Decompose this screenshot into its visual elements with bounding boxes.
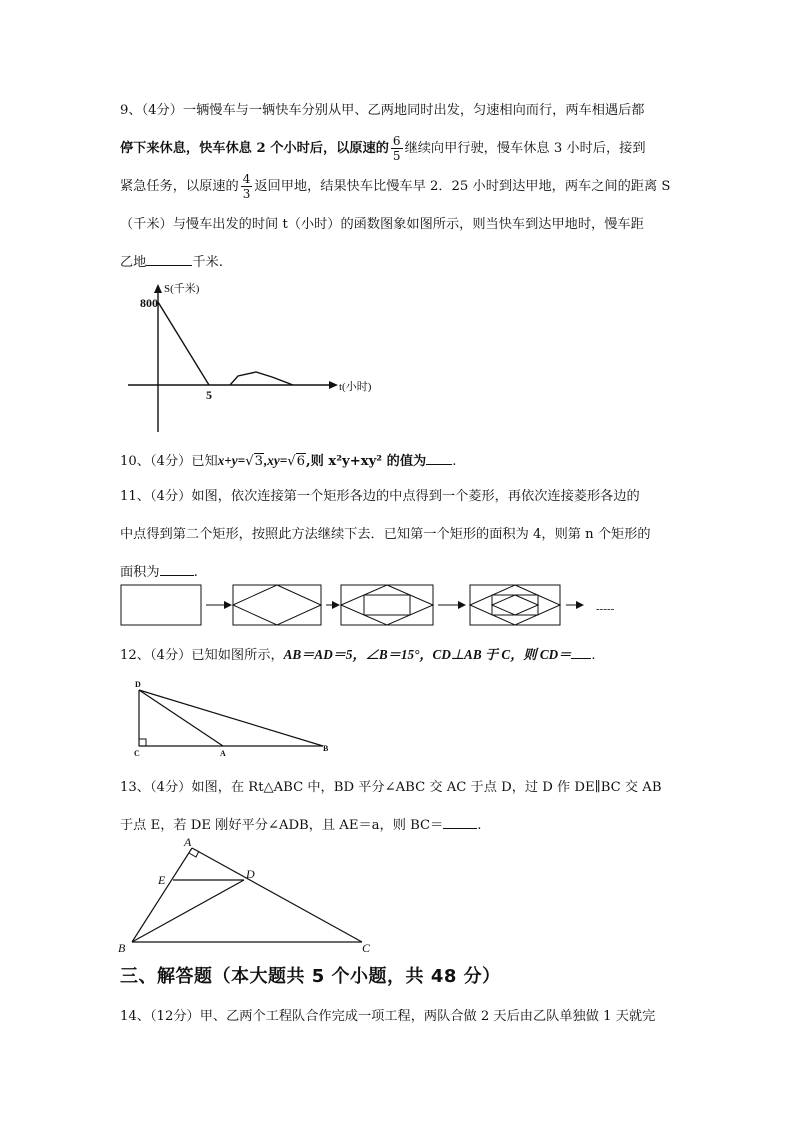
sqrt-6: √6 [287, 454, 306, 469]
ellipsis-dashes: ----- [596, 603, 615, 615]
label-B: B [118, 941, 126, 954]
sqrt-3: √3 [245, 454, 263, 469]
q12-triangle-figure [120, 678, 340, 760]
label-C: C [134, 749, 140, 758]
answer-blank [571, 646, 591, 659]
fraction-6-5: $\frac{6}{5}$ [392, 134, 401, 163]
answer-blank [146, 253, 192, 266]
q9-line-3: 紧急任务，以原速的 $\frac{4}{3}$ 返回甲地，结果快车比慢车早 2．25 小时到达甲地，两车之间的距离 S [120, 172, 671, 201]
y-tick-800: 800 [140, 296, 158, 310]
q9-line-4: （千米）与慢车出发的时间 t（小时）的函数图象如图所示，则当快车到达甲地时，慢车距 [120, 217, 644, 232]
label-B: B [323, 744, 329, 753]
q11-line-3: 面积为 . [120, 565, 198, 580]
q13-right-triangle-figure [112, 834, 382, 954]
y-axis-label: S(千米) [164, 283, 200, 295]
question-11 [120, 478, 676, 592]
q11-rectangle-sequence-figure [118, 582, 638, 630]
label-D: D [135, 680, 141, 689]
q9-line-2: 停下来休息，快车休息 2 个小时后，以原速的 $\frac{6}{5}$ 继续向甲行驶，慢车休息 3 小时后，接到 [120, 134, 646, 163]
q13-line-1: 13、（4分）如图，在 Rt△ABC 中，BD 平分∠ABC 交 AC 于点 D，过 D 作 DE∥BC 交 AB [120, 780, 662, 795]
x-axis-label: t(小时) [339, 381, 372, 393]
fraction-4-3: $\frac{4}{3}$ [242, 172, 251, 201]
label-E: E [158, 873, 166, 887]
answer-blank [160, 563, 194, 576]
q11-line-1: 11、（4分）如图，依次连接第一个矩形各边的中点得到一个菱形，再依次连接菱形各边的 [120, 489, 640, 504]
answer-blank [443, 816, 477, 829]
answer-blank [426, 452, 452, 465]
label-C: C [362, 941, 371, 954]
section-3-heading: 三、解答题（本大题共 5 个小题，共 48 分） [120, 966, 501, 987]
question-14 [120, 998, 676, 1036]
q9-line-5: 乙地 千米. [120, 255, 223, 270]
label-D: D [246, 867, 255, 881]
question-9 [120, 92, 676, 282]
q11-line-2: 中点得到第二个矩形，按照此方法继续下去．已知第一个矩形的面积为 4，则第 n 个矩形的 [120, 527, 651, 542]
q14-line-1: 14、（12分）甲、乙两个工程队合作完成一项工程，两队合做 2 天后由乙队单独做 1 天就完 [120, 1009, 656, 1024]
x-tick-5: 5 [206, 388, 212, 402]
q9-line-1: 9、（4分）一辆慢车与一辆快车分别从甲、乙两地同时出发，匀速相向而行，两车相遇后都 [120, 103, 645, 118]
label-A: A [220, 749, 226, 758]
q13-line-2: 于点 E，若 DE 刚好平分∠ADB，且 AE＝a，则 BC＝ . [120, 818, 482, 833]
question-10: 10、（4分）已知x+y=√3,xy=√6,则 x²y+xy² 的值为 . [120, 442, 676, 481]
question-12: 12、（4分）已知如图所示，AB＝AD＝5，∠B＝15°，CD⊥AB 于 C，则 CD＝ . [120, 647, 596, 663]
q9-distance-time-graph [120, 282, 380, 437]
label-A: A [184, 835, 192, 849]
